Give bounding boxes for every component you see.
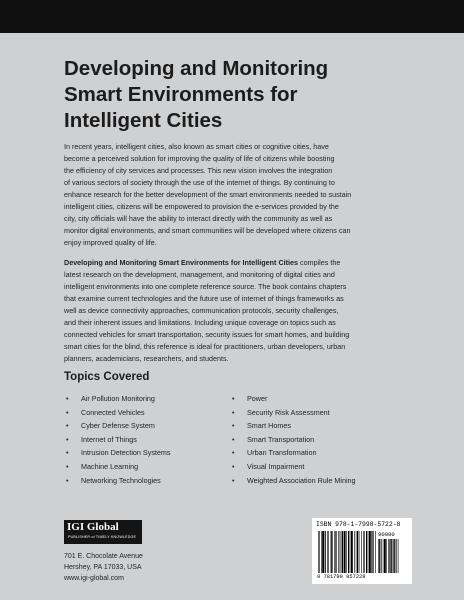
barcode-bar bbox=[378, 539, 379, 573]
topic-label: Intrusion Detection Systems bbox=[81, 448, 171, 458]
bullet-icon: • bbox=[66, 421, 69, 431]
topic-label: Weighted Association Rule Mining bbox=[247, 475, 356, 485]
barcode-bar bbox=[369, 531, 371, 573]
topic-label: Air Pollution Monitoring bbox=[81, 394, 155, 403]
topic-item bbox=[232, 474, 356, 488]
paragraph-line: latest research on the development, management, and monitoring of digital cities and bbox=[64, 270, 335, 279]
barcode-bar bbox=[354, 531, 355, 573]
barcode-bar bbox=[371, 531, 372, 573]
title-line: Smart Environments for bbox=[64, 83, 298, 106]
barcode-bar bbox=[394, 539, 395, 573]
topic-label: Urban Transformation bbox=[247, 448, 317, 458]
barcode-bar bbox=[338, 531, 339, 573]
isbn-barcode bbox=[312, 518, 412, 584]
barcode-bar bbox=[340, 531, 341, 573]
topic-item bbox=[66, 419, 170, 433]
bullet-icon: • bbox=[232, 434, 235, 444]
bullet-icon: • bbox=[232, 475, 235, 485]
paragraph-line: monitor digital environments, and smart communities will be developed where citizens can bbox=[64, 226, 351, 235]
bullet-icon: • bbox=[66, 394, 69, 403]
paragraph-line: planners, academicians, researchers, and students. bbox=[64, 354, 229, 363]
title-line: Developing and Monitoring bbox=[64, 57, 329, 80]
topic-label: Internet of Things bbox=[81, 434, 137, 444]
barcode-bar bbox=[350, 531, 351, 573]
paragraph-line: intelligent cities, citizens will be empowered to provision the e-services provided by the bbox=[64, 202, 339, 211]
barcode-bar bbox=[383, 539, 384, 573]
paragraph-text: compiles the bbox=[298, 258, 341, 267]
paragraph-line: smart cities for the blind, this reference is ideal for practitioners, urban developers, urban bbox=[64, 342, 346, 351]
paragraph-line: become a perceived solution for improving the quality of life of citizens while boosting bbox=[64, 154, 335, 163]
paragraph-line: intelligent environments into one complete reference source. The book contains chapters bbox=[64, 282, 347, 291]
topic-item bbox=[232, 460, 356, 474]
isbn-text: ISBN 978-1-7998-5722-8 bbox=[316, 521, 401, 528]
bullet-icon: • bbox=[66, 407, 69, 417]
barcode-bar bbox=[318, 531, 319, 573]
barcode-bar bbox=[364, 531, 365, 573]
topic-label: Cyber Defense System bbox=[81, 421, 155, 431]
paragraph-line bbox=[64, 257, 406, 269]
barcode-bar bbox=[368, 531, 369, 573]
barcode-bar bbox=[342, 531, 343, 573]
paragraph-line: enjoy improved quality of life. bbox=[64, 238, 157, 247]
publisher-address bbox=[64, 551, 143, 584]
logo-tagline: PUBLISHER of TIMELY KNOWLEDGE bbox=[68, 535, 137, 539]
address-line: Hershey, PA 17033, USA bbox=[64, 564, 142, 571]
barcode-bar bbox=[398, 539, 399, 573]
topic-label: Smart Homes bbox=[247, 421, 291, 431]
topics-heading: Topics Covered bbox=[64, 371, 150, 383]
barcode-bar bbox=[361, 531, 362, 573]
paragraph-line: that examine current technologies and the future use of internet of things frameworks as bbox=[64, 294, 344, 303]
bullet-icon: • bbox=[66, 448, 69, 458]
barcode-bar bbox=[319, 531, 320, 573]
barcode-bar bbox=[348, 531, 349, 573]
logo-name: IGI Global bbox=[67, 521, 119, 533]
barcode-bars bbox=[318, 531, 376, 573]
barcode-bar bbox=[344, 531, 346, 573]
bullet-icon: • bbox=[232, 421, 235, 431]
paragraph-line: In recent years, intelligent cities, also known as smart cities or cognitive cities, have bbox=[64, 142, 329, 151]
barcode-bar bbox=[359, 531, 360, 573]
barcode-digits: 9 781799 857228 bbox=[317, 574, 366, 580]
topic-item bbox=[66, 460, 170, 474]
paragraph-line: and their inherent issues and limitations. Including unique coverage on topics such as bbox=[64, 318, 336, 327]
bullet-icon: • bbox=[232, 448, 235, 458]
topic-item bbox=[232, 392, 356, 406]
top-dark-strip bbox=[0, 0, 464, 33]
publisher-website: www.igi-global.com bbox=[64, 575, 124, 582]
topic-item bbox=[232, 433, 356, 447]
barcode-bar bbox=[331, 531, 332, 573]
barcode-bar bbox=[341, 531, 342, 573]
topic-label: Smart Transportation bbox=[247, 434, 315, 444]
bullet-icon: • bbox=[232, 461, 235, 471]
barcode-bar bbox=[391, 539, 392, 573]
topic-item bbox=[232, 406, 356, 420]
paragraph-line: enhance research for the better development of the smart environments needed to sustain bbox=[64, 190, 352, 199]
barcode-bar bbox=[357, 531, 358, 573]
topic-item bbox=[66, 474, 170, 488]
title-line: Intelligent Cities bbox=[64, 109, 223, 132]
paragraph-line: connected vehicles for smart transportation, security issues for smart homes, and building bbox=[64, 330, 350, 339]
barcode-bar bbox=[381, 539, 382, 573]
bullet-icon: • bbox=[66, 434, 69, 444]
bullet-icon: • bbox=[232, 394, 235, 403]
barcode-bar bbox=[393, 539, 394, 573]
barcode-bar bbox=[366, 531, 367, 573]
barcode-bar bbox=[328, 531, 329, 573]
barcode-bar bbox=[325, 531, 326, 573]
topic-label: Visual Impairment bbox=[247, 461, 305, 471]
bullet-icon: • bbox=[232, 407, 235, 417]
barcode-bar bbox=[389, 539, 390, 573]
barcode-bar bbox=[363, 531, 364, 573]
paragraph-line: the efficiency of city services and processes. This new vision involves the integration bbox=[64, 166, 333, 175]
topic-label: Connected Vehicles bbox=[81, 407, 145, 417]
topic-label: Machine Learning bbox=[81, 461, 139, 471]
topic-item bbox=[66, 446, 170, 460]
book-title bbox=[64, 56, 404, 134]
barcode-bar bbox=[332, 531, 333, 573]
igi-global-logo bbox=[64, 520, 142, 544]
barcode-bar bbox=[322, 531, 324, 573]
barcode-bar bbox=[388, 539, 389, 573]
topics-list-left bbox=[66, 392, 170, 487]
barcode-bar bbox=[396, 539, 397, 573]
barcode-bar bbox=[346, 531, 347, 573]
topic-label: Power bbox=[247, 394, 268, 403]
description-paragraph-2 bbox=[64, 257, 406, 365]
barcode-bar bbox=[321, 531, 322, 573]
book-title-inline: Developing and Monitoring Smart Environments for Intelligent Cities bbox=[64, 258, 299, 267]
topic-item bbox=[66, 406, 170, 420]
topic-item bbox=[66, 433, 170, 447]
paragraph-line: city, city officials will have the ability to interact directly with the community as well as bbox=[64, 214, 333, 223]
topic-item bbox=[232, 446, 356, 460]
topic-item bbox=[66, 392, 170, 406]
topic-label: Security Risk Assessment bbox=[247, 407, 330, 417]
barcode-bar bbox=[373, 531, 374, 573]
paragraph-line: well as device connectivity approaches, communication protocols, security challenges, bbox=[64, 306, 339, 315]
topics-list-right bbox=[232, 392, 356, 487]
paragraph-line: of various sectors of society through the use of the internet of things. By continuing to bbox=[64, 178, 335, 187]
barcode-bar bbox=[334, 531, 335, 573]
barcode-addon-code: 90000 bbox=[378, 531, 395, 538]
barcode-addon-bars bbox=[378, 539, 406, 573]
barcode-bar bbox=[351, 531, 353, 573]
barcode-bar bbox=[327, 531, 328, 573]
address-line: 701 E. Chocolate Avenue bbox=[64, 553, 143, 560]
barcode-bar bbox=[384, 539, 386, 573]
barcode-bar bbox=[379, 539, 380, 573]
barcode-bar bbox=[375, 531, 376, 573]
topic-label: Networking Technologies bbox=[81, 475, 161, 485]
barcode-bar bbox=[356, 531, 357, 573]
description-paragraph-1 bbox=[64, 141, 406, 249]
topic-item bbox=[232, 419, 356, 433]
bullet-icon: • bbox=[66, 475, 69, 485]
bullet-icon: • bbox=[66, 461, 69, 471]
barcode-bar bbox=[386, 539, 387, 573]
barcode-bar bbox=[335, 531, 336, 573]
